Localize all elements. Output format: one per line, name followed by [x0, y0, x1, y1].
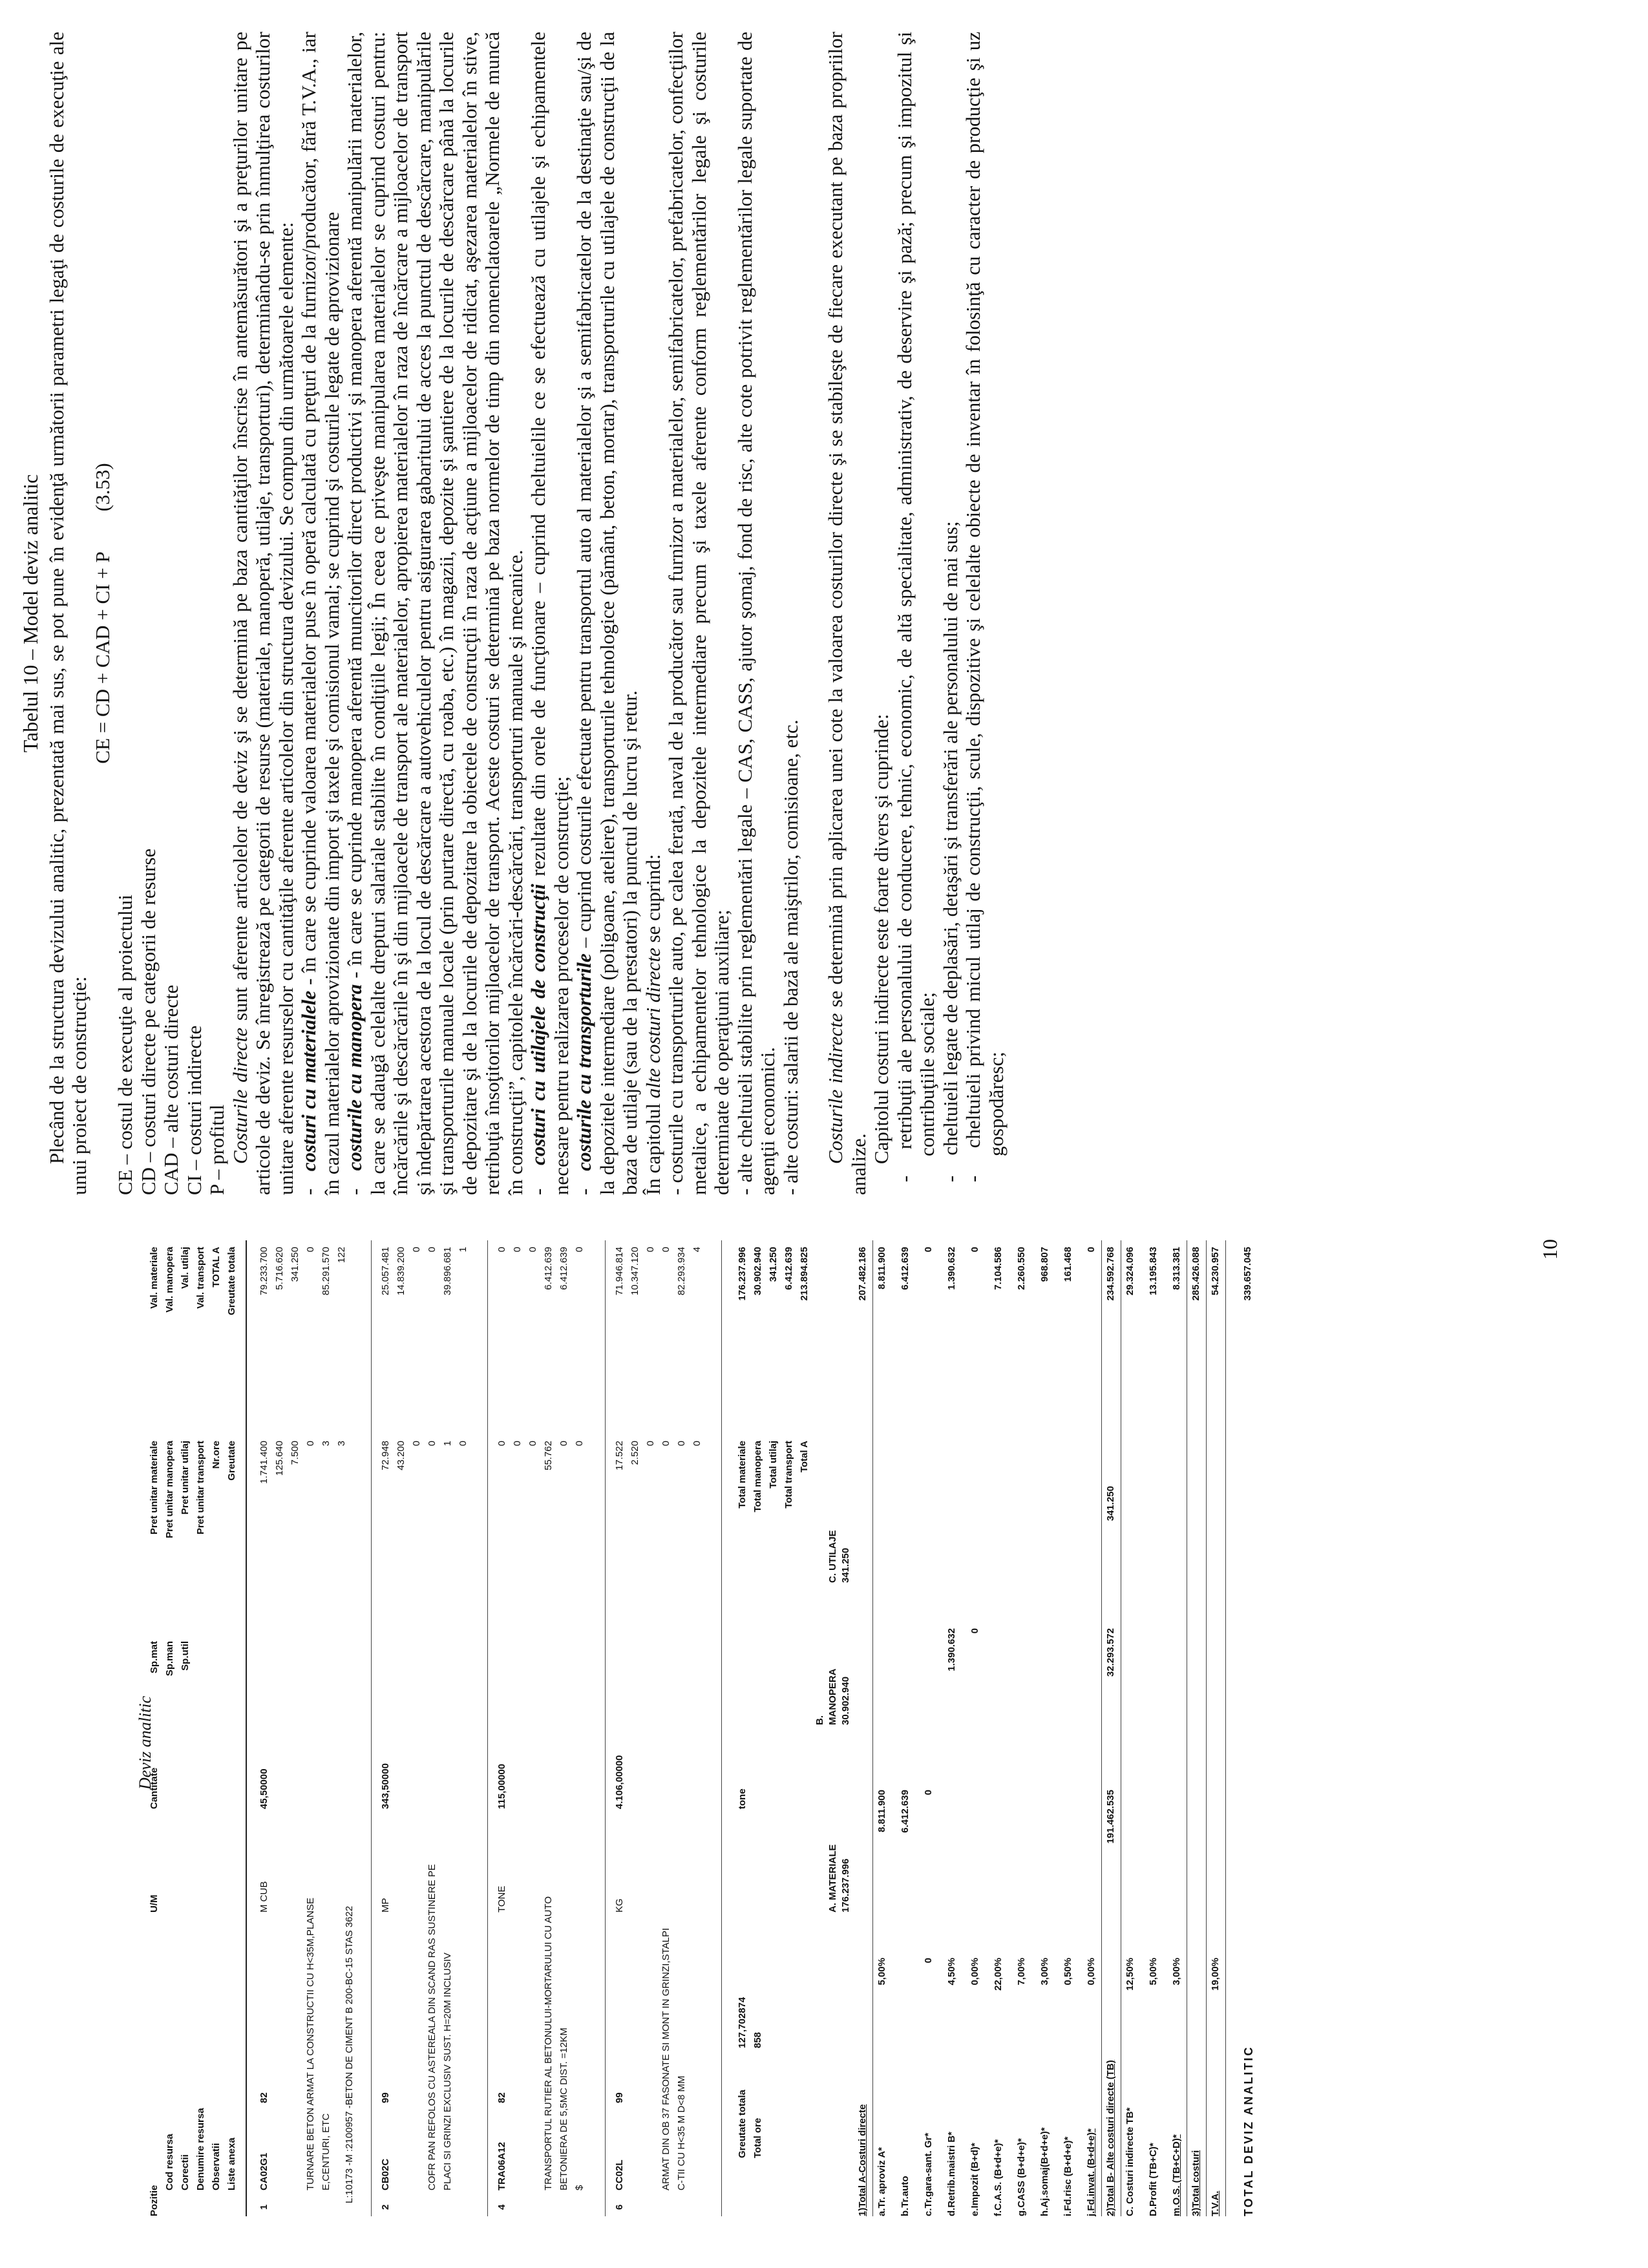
rule — [721, 1240, 722, 2216]
summary-label: c.Tr.gara-sant. Gr* — [923, 2132, 934, 2216]
summary-total: 54.230.957 — [1210, 1247, 1221, 1296]
summary-pct: 5,00% — [876, 1958, 887, 1986]
summary-total: 207.482.186 — [857, 1247, 868, 1301]
table-title: Deviz analitic — [136, 1695, 154, 1790]
text-other-direct-b: se cuprind: — [641, 854, 664, 948]
summary-label: e.Impozit (B+d)* — [969, 2143, 980, 2216]
total-label-2: Total utilaj — [768, 1441, 779, 1489]
summary-label: 3)Total costuri — [1190, 2150, 1201, 2216]
item-desc: TRANSPORTUL RUTIER AL BETONULUI-MORTARULUI CU AUTO — [543, 1896, 554, 2190]
item-val-5: 0 — [574, 1247, 585, 1253]
item-val-3: 0 — [305, 1247, 316, 1253]
paragraph-auto-transport: - costurile cu transporturile auto, pe calea ferată, naval de la producător sau furnizor a materialelor, semifabricatelor, prefabricatelor, confecţiilor metalice, a echipamentelor tehnologice la depozitele intermediare precum şi taxele aferente conform reglementărilor legale şi costurile determinate de operaţiuni auxiliare; — [664, 32, 733, 1195]
total-weight: 127,702874 — [737, 1997, 748, 2048]
def-ce: CE – costul de execuţie al proiectului — [114, 895, 136, 1195]
paragraph-indirect-chapter: Capitolul costuri indirecte este foarte divers şi cuprinde: — [870, 714, 893, 1164]
def-p: P – profitul — [206, 1104, 228, 1195]
header-unit-0: Pret unitar materiale — [149, 1441, 160, 1535]
header-unit-5: Greutate — [226, 1441, 237, 1481]
term-indirect: Costurile indirecte — [824, 1013, 847, 1164]
total-label-0: Total materiale — [737, 1441, 748, 1509]
item-qty: 45,50000 — [259, 1768, 269, 1809]
item-val-0: 25.057.481 — [380, 1247, 391, 1296]
summary-b: 32.293.572 — [1105, 1628, 1116, 1677]
summary-pct: 0,00% — [969, 1958, 980, 1986]
item-unit-5: 0 — [692, 1441, 703, 1447]
item-unit-2: 0 — [527, 1441, 538, 1447]
item-unit-1: 43.200 — [396, 1441, 407, 1470]
item-unit-2: 7.500 — [290, 1441, 301, 1465]
header-col1-0: Pozitie — [149, 2185, 160, 2216]
item-val-0: 79.233.700 — [259, 1247, 269, 1296]
summary-label: g.CASS (B+d+e)* — [1016, 2138, 1027, 2216]
total-label-1: Total manopera — [752, 1441, 763, 1512]
paragraph-transport: - costurile cu transporturile – cuprind costurile efectuate pentru transportul auto al materialelor şi a semifabricatelor de la destinaţie sau/şi de la depozitele intermediare (poligoane, ateliere), transporturile tehnologice (pământ, beton, mortar), transporturile cu utilajele de construcţii de la baza de utilaje (sau de la prestatori) la punctul de lucru şi retur. — [573, 32, 641, 1195]
item-desc: C-TII CU H<35 M D<8 MM — [676, 2075, 687, 2190]
summary-label: D.Profit (TB+C)* — [1148, 2143, 1159, 2216]
item-unit-0: 1.741.400 — [259, 1441, 269, 1484]
text-labour: - în care se cuprinde manopera aferentă muncitorilor direct productivi şi manopera aferentă manipulării materialelor, la care se adaugă celelalte drepturi salariale stabilite în condiţiile legii; În ceea ce priveşte manipularea materialelor se cuprind costuri pentru: încărcările şi descărcările în şi din mijloacele de transport ale materialelor, apropierea materialelor în raza de încărcare a mijloacelor de transport şi îndepărtarea acestora de la locul de descărcare a autovehiculelor pentru asigurarea gabaritului de acces la punctul de descărcare, manipulările şi transporturile manuale locale (prin purtare directă, cu roaba, etc.) în magazii, depozite şi şantiere de la locurile de descărcare până la locurile de depozitare şi de la locurile de depozitare la obiectele de construcţii în raza de acţiune a mijloacelor de ridicat, aşezarea materialelor în stive, retribuţia însoţitorilor mijloacelor de transport. Aceste costuri se determină pe baza normelor de timp din nomenclatoarele „Normele de muncă în construcţii”, capitolele încărcări-descărcări, transporturi manuale şi mecanice. — [343, 31, 527, 1195]
grand-total-label: TOTAL DEVIZ ANALITIC — [1242, 2045, 1255, 2216]
summary-head-c: 341.250 — [840, 1547, 851, 1583]
item-val-3: 0 — [427, 1247, 438, 1253]
item-val-0: 0 — [496, 1247, 507, 1253]
summary-label: b.Tr.auto — [900, 2176, 911, 2216]
item-qty: 4.106,00000 — [614, 1755, 625, 1809]
total-hours-label: Total ore — [752, 2117, 763, 2158]
equation-number: (3.53) — [90, 463, 114, 512]
item-um: M CUB — [259, 1881, 269, 1913]
paragraph-materials: - costuri cu materialele - în care se cuprinde valoarea materialelor puse în operă calculată cu preţuri de la furnizor/producător, fără T.V.A., iar în cazul materialelor aprovizionate din import şi taxele şi comisionul vamal; se cuprind şi costurile legate de aprovizionare — [297, 32, 343, 1195]
item-val-4: 6.412.639 — [558, 1247, 569, 1290]
summary-a: 6.412.639 — [900, 1790, 911, 1833]
summary-total: 234.592.768 — [1105, 1247, 1116, 1301]
summary-label: j.Fd.invat. (B+d+e)* — [1086, 2128, 1097, 2216]
item-desc: BETONIERA DE 5,5MC DIST. =12KM — [558, 2028, 569, 2190]
item-unit-5: 0 — [574, 1441, 585, 1447]
summary-c: 341.250 — [1105, 1486, 1116, 1521]
text-transport: – cuprind costurile efectuate pentru transportul auto al materialelor şi a semifabricatelor de la destinaţie sau/şi de la depozitele intermediare (poligoane, ateliere), transporturile tehnologice (pământ, beton, mortar), transporturile cu utilajele de construcţii de la baza de utilaje (sau de la prestatori) la punctul de lucru şi retur. — [573, 32, 641, 1195]
text-materials: - în care se cuprinde valoarea materialelor puse în operă calculată cu preţuri de la furnizor/producător, fără T.V.A., iar în cazul materialelor aprovizionate din import şi taxele şi comisionul vamal; se cuprind şi costurile legate de aprovizionare — [297, 32, 343, 1195]
item-val-3: 6.412.639 — [543, 1247, 554, 1290]
summary-head-b: 30.902.940 — [840, 1676, 851, 1725]
summary-total: 29.324.096 — [1125, 1247, 1136, 1296]
summary-b: 0 — [969, 1628, 980, 1634]
header-val-0: Val. materiale — [149, 1247, 160, 1309]
paragraph-direct-costs — [229, 32, 298, 1195]
item-corr: 99 — [380, 2092, 391, 2103]
summary-label: i.Fd.risc (B+d+e)* — [1062, 2136, 1073, 2216]
item-um: MP — [380, 1898, 391, 1913]
paragraph-other-direct — [642, 32, 665, 1195]
total-value-4: 213.894.825 — [799, 1247, 810, 1301]
item-val-4: 85.291.570 — [321, 1247, 332, 1296]
item-unit-5: 3 — [336, 1441, 347, 1447]
paragraph-equipment: - costuri cu utilajele de construcţii rezultate din orele de funcţionare – cuprind cheltuielile ce se efectuează cu utilajele şi echipamentele necesare pentru realizarea proceselor de construcţie; — [527, 31, 573, 1195]
summary-head-c: C. UTILAJE — [827, 1530, 838, 1583]
rule — [605, 1240, 606, 2216]
paragraph-legal-charges: - alte cheltuieli stabilite prin reglementări legale – CAS, CASS, ajutor şomaj, fond de risc, alte cote potrivit reglementărilor legale suportate de agenţii economici. — [733, 32, 779, 1195]
summary-total: 6.412.639 — [900, 1247, 911, 1290]
item-corr: 99 — [614, 2092, 625, 2103]
summary-total: 0 — [923, 1247, 934, 1253]
item-desc: $ — [574, 2185, 585, 2190]
item-val-2: 0 — [527, 1247, 538, 1253]
summary-total: 968.807 — [1039, 1247, 1050, 1282]
item-val-1: 5.716.620 — [274, 1247, 285, 1290]
item-val-1: 0 — [512, 1247, 523, 1253]
summary-head-b: MANOPERA — [827, 1668, 838, 1725]
total-label-3: Total transport — [783, 1441, 794, 1509]
summary-pct: 0,50% — [1062, 1958, 1073, 1986]
header-val-2: Val. utilaj — [180, 1247, 191, 1289]
item-unit-4: 1 — [442, 1441, 453, 1447]
bullet-travel: - cheltuieli legate de deplasări, detaşări şi transferări ale personalului de mai sus; — [938, 521, 962, 1182]
header-col1-3: Denumire resursa — [195, 2108, 206, 2190]
grand-total-value: 339.657.045 — [1242, 1247, 1253, 1301]
item-desc: TURNARE BETON ARMAT LA CONSTRUCTII CU H<35M,PLANSE — [305, 1897, 316, 2190]
header-sp-1: Sp.man — [164, 1641, 175, 1677]
summary-total: 285.426.088 — [1190, 1247, 1201, 1301]
item-desc: ARMAT DIN OB 37 FASONATE SI MONT IN GRINZI,STALPI — [660, 1927, 671, 2190]
item-qty: 343,50000 — [380, 1763, 391, 1809]
paragraph-indirect — [824, 32, 870, 1195]
summary-head-a: A. MATERIALE — [827, 1844, 838, 1913]
header-val-5: Greutate totala — [226, 1247, 237, 1315]
text-column — [19, 32, 1635, 1195]
item-val-5: 1 — [458, 1247, 469, 1253]
total-value-2: 341.250 — [768, 1247, 779, 1282]
header-unit-4: Nr.ore — [211, 1441, 222, 1469]
summary-pct: 22,00% — [993, 1958, 1004, 1991]
item-unit-3: 55.762 — [543, 1441, 554, 1470]
paragraph-labour: - costurile cu manopera - în care se cuprinde manopera aferentă muncitorilor direct productivi şi manopera aferentă manipulării materialelor, la care se adaugă celelalte drepturi salariale stabilite în condiţiile legii; În ceea ce priveşte manipularea materialelor se cuprind costuri pentru: încărcările şi descărcările în şi din mijloacele de transport ale materialelor, apropierea materialelor în raza de încărcare a mijloacelor de transport şi îndepărtarea acestora de la locul de descărcare a autovehiculelor pentru asigurarea gabaritului de acces la punctul de descărcare, manipulările şi transporturile manuale locale (prin purtare directă, cu roaba, etc.) în magazii, depozite şi şantiere de la locurile de descărcare până la locurile de depozitare şi de la locurile de depozitare la obiectele de construcţii în raza de acţiune a mijloacelor de ridicat, aşezarea materialelor în stive, retribuţia însoţitorilor mijloacelor de transport. Aceste costuri se determină pe baza normelor de timp din nomenclatoarele „Normele de muncă în construcţii”, capitolele încărcări-descărcări, transporturi manuale şi mecanice. — [343, 31, 527, 1195]
header-unit-3: Pret unitar transport — [195, 1441, 206, 1535]
text-equipment: rezultate din orele de funcţionare – cuprind cheltuielile ce se efectuează cu utilajele şi echipamentele necesare pentru realizarea proceselor de construcţie; — [527, 31, 573, 1195]
summary-total: 13.195.843 — [1148, 1247, 1159, 1296]
summary-pct: 3,00% — [1039, 1958, 1050, 1986]
header-col1-5: Liste anexa — [226, 2137, 237, 2190]
summary-total: 2.260.550 — [1016, 1247, 1027, 1290]
total-value-3: 6.412.639 — [783, 1247, 794, 1290]
text-other-direct-a: În capitolul — [641, 1098, 664, 1195]
summary-label: C. Costuri indirecte TB* — [1125, 2107, 1136, 2216]
summary-total: 161.468 — [1062, 1247, 1073, 1282]
item-val-0: 71.946.814 — [614, 1247, 625, 1296]
item-val-4: 39.896.681 — [442, 1247, 453, 1296]
summary-pct: 5,00% — [1148, 1958, 1159, 1986]
rule — [487, 1240, 488, 2216]
header-col1-4: Observatii — [211, 2143, 222, 2190]
term-other-direct: alte costuri directe — [641, 948, 664, 1099]
item-um: TONE — [496, 1885, 507, 1913]
summary-head-b: B. — [814, 1715, 825, 1725]
total-value-0: 176.237.996 — [737, 1247, 748, 1301]
item-unit-0: 72.948 — [380, 1441, 391, 1470]
item-unit-1: 2.520 — [629, 1441, 640, 1465]
bullet-text: cheltuieli legate de deplasări, detaşări şi transferări ale personalului de mai sus; — [938, 521, 962, 1156]
paragraph-other-costs: - alte costuri: salarii de bază ale maiştrilor, comisioane, etc. — [779, 719, 802, 1195]
summary-total: 1.390.632 — [946, 1247, 957, 1290]
total-value-1: 30.902.940 — [752, 1247, 763, 1296]
header-col1-2: Corectii — [180, 2154, 191, 2190]
estimate-table — [149, 1234, 1609, 2216]
summary-label: 2)Total B- Alte costuri directe (TB) — [1105, 2060, 1116, 2216]
item-val-2: 0 — [645, 1247, 656, 1253]
summary-total: 8.811.900 — [876, 1247, 887, 1289]
bullet-text: retribuţii ale personalului de conducere, tehnic, economic, de altă specialitate, administrativ, de deservire şi pază; precum şi impozitul şi contribuţiile sociale; — [893, 32, 938, 1156]
summary-pct: 4,50% — [946, 1958, 957, 1986]
total-label-4: Total A — [799, 1441, 810, 1473]
summary-pct: 12,50% — [1125, 1958, 1136, 1991]
summary-total: 7.104.586 — [993, 1247, 1004, 1290]
table-caption: Tabelul 10 – Model deviz analitic — [19, 474, 42, 753]
item-unit-0: 0 — [496, 1441, 507, 1447]
term-equipment: costuri cu utilajele de construcţii — [527, 884, 549, 1165]
equation — [91, 32, 114, 1195]
bullet-salaries: - retribuţii ale personalului de conducere, tehnic, economic, de altă specialitate, administrativ, de deservire şi pază; precum şi impozitul şi contribuţiile sociale; — [893, 32, 938, 1182]
item-code: CC02L — [614, 2159, 625, 2190]
bullet-text: cheltuieli privind micul utilaj de construcţii, scule, dispozitive şi celelalte obiecte de inventar în folosinţă cu caracter de producţie şi uz gospodăresc; — [962, 32, 1008, 1156]
item-val-3: 0 — [660, 1247, 671, 1253]
equation-body: CE = CD + CAD + CI + P — [90, 551, 114, 764]
item-code: CB02C — [380, 2158, 391, 2190]
item-unit-2: 0 — [645, 1441, 656, 1447]
item-unit-4: 0 — [558, 1441, 569, 1447]
def-cd: CD – costuri directe pe categorii de resurse — [136, 848, 160, 1195]
item-unit-2: 0 — [411, 1441, 422, 1447]
bullet-tools: - cheltuieli privind micul utilaj de construcţii, scule, dispozitive şi celelalte obiecte de inventar în folosinţă cu caracter de producţie şi uz gospodăresc; — [962, 32, 1008, 1182]
page-number: 10 — [1538, 1239, 1561, 1260]
summary-b: 1.390.632 — [946, 1628, 957, 1671]
summary-pct: 3,00% — [1171, 1958, 1182, 1986]
summary-label: T.V.A. — [1210, 2190, 1221, 2216]
item-spec: L:10173 -M :2100957 -BETON DE CIMENT B 200-BC-15 STAS 3622 — [344, 1905, 355, 2203]
header-unit-1: Pret unitar manopera — [164, 1441, 175, 1538]
summary-pct: 7,00% — [1016, 1958, 1027, 1986]
total-hours: 858 — [752, 2031, 763, 2048]
item-pos: 2 — [380, 2204, 391, 2210]
text-indirect: se determină prin aplicarea unei cote la valoarea costurilor directe şi se stabileşte de fiecare executant pe baza propriilor analize. — [824, 32, 870, 1195]
item-unit-5: 0 — [458, 1441, 469, 1447]
def-ci: CI – costuri indirecte — [182, 1025, 206, 1195]
summary-pct: 19,00% — [1210, 1958, 1221, 1991]
item-unit-1: 125.640 — [274, 1441, 285, 1476]
intro-paragraph: Plecând de la structura devizului analitic, prezentată mai sus, se pot pune în evidenţă următorii parametri legaţi de costurile de execuţie ale unui proiect de construcţie: — [45, 32, 90, 1195]
total-weight-um: tone — [737, 1788, 748, 1809]
summary-label: h.Aj.somaj(B+d+e)* — [1039, 2127, 1050, 2216]
rule — [1225, 1240, 1226, 2216]
summary-label: f.C.A.S. (B+d+e)* — [993, 2139, 1004, 2216]
item-desc: PLACI SI GRINZI EXCLUSIV SUST. H=20M INCLUSIV — [442, 1952, 453, 2190]
term-materials: costuri cu materialele — [297, 990, 320, 1172]
item-code: TRA06A12 — [496, 2141, 507, 2190]
item-unit-3: 0 — [660, 1441, 671, 1447]
item-qty: 115,00000 — [496, 1763, 507, 1809]
term-direct-costs: Costurile directe — [228, 1027, 251, 1164]
item-val-1: 10.347.120 — [629, 1247, 640, 1296]
header-val-1: Val. manopera — [164, 1247, 175, 1313]
term-labour: costurile cu manopera — [343, 984, 366, 1171]
item-pos: 6 — [614, 2204, 625, 2210]
header-um: U/M — [149, 1894, 160, 1913]
item-code: CA02G1 — [259, 2152, 269, 2190]
item-unit-0: 17.522 — [614, 1441, 625, 1470]
item-val-5: 122 — [336, 1247, 347, 1264]
summary-a: 8.811.900 — [876, 1790, 887, 1832]
summary-label: d.Retrib.maistri B* — [946, 2132, 957, 2216]
summary-label: m.O.S. (TB+C+D)* — [1171, 2134, 1182, 2216]
summary-a: 0 — [923, 1790, 934, 1796]
rule — [246, 1240, 247, 2216]
header-sp-2: Sp.util — [180, 1641, 191, 1671]
item-val-5: 4 — [692, 1247, 703, 1253]
summary-total: 0 — [969, 1247, 980, 1253]
item-val-2: 341.250 — [290, 1247, 301, 1282]
header-sp-0: Sp.mat — [149, 1641, 160, 1674]
item-desc: E,CENTURI, ETC — [321, 2113, 332, 2190]
item-unit-4: 0 — [676, 1441, 687, 1447]
summary-pct: 0,00% — [1086, 1958, 1097, 1986]
summary-total: 8.313.381 — [1171, 1247, 1182, 1290]
text-direct-costs: sunt aferente articolelor de deviz şi se determină pe baza cantităţilor înscrise în antemăsurători şi a preţurilor unitare pe articole de deviz. Se înregistrează pe categorii de resurse (materiale, manoperă, utilaje, transporturi), determinându-se prin înmulţirea costurilor unitare aferente resurselor cu cantităţile aferente articolelor din structura devizului. Se compun din următoarele elemente: — [228, 32, 297, 1195]
summary-pct: 0 — [923, 1958, 934, 1964]
item-unit-3: 0 — [427, 1441, 438, 1447]
term-transport: costurile cu transporturile — [573, 953, 595, 1171]
header-col1-1: Cod resursa — [164, 2134, 175, 2190]
item-val-2: 0 — [411, 1247, 422, 1253]
item-desc: COFR PAN REFOLOS CU ASTEREALA DIN SCAND RAS SUSTINERE PE — [427, 1864, 438, 2190]
header-val-4: TOTAL A — [211, 1247, 222, 1288]
header-val-3: Val. transport — [195, 1247, 206, 1309]
summary-a: 191.462.535 — [1105, 1790, 1116, 1844]
item-val-4: 82.293.934 — [676, 1247, 687, 1296]
rule — [371, 1240, 372, 2216]
header-unit-2: Pret unitar utilaj — [180, 1441, 191, 1515]
summary-total: 0 — [1086, 1247, 1097, 1253]
summary-label: a.Tr. aproviz A* — [876, 2147, 887, 2216]
item-pos: 4 — [496, 2204, 507, 2210]
item-um: KG — [614, 1898, 625, 1913]
summary-head-a: 176.237.996 — [840, 1858, 851, 1913]
item-corr: 82 — [496, 2092, 507, 2103]
summary-label: 1)Total A-Costuri directe — [857, 2104, 868, 2216]
item-corr: 82 — [259, 2092, 269, 2103]
header-qty: Cantitate — [149, 1767, 160, 1809]
item-pos: 1 — [259, 2204, 269, 2210]
rule — [1206, 1240, 1207, 2216]
def-cad: CAD – alte costuri directe — [160, 984, 182, 1195]
total-weight-label: Greutate totala — [737, 2090, 748, 2158]
item-unit-3: 0 — [305, 1441, 316, 1447]
item-val-1: 14.839.200 — [396, 1247, 407, 1296]
rule — [872, 1240, 873, 2216]
item-unit-4: 3 — [321, 1441, 332, 1447]
rule — [1101, 1240, 1102, 2216]
item-unit-1: 0 — [512, 1441, 523, 1447]
